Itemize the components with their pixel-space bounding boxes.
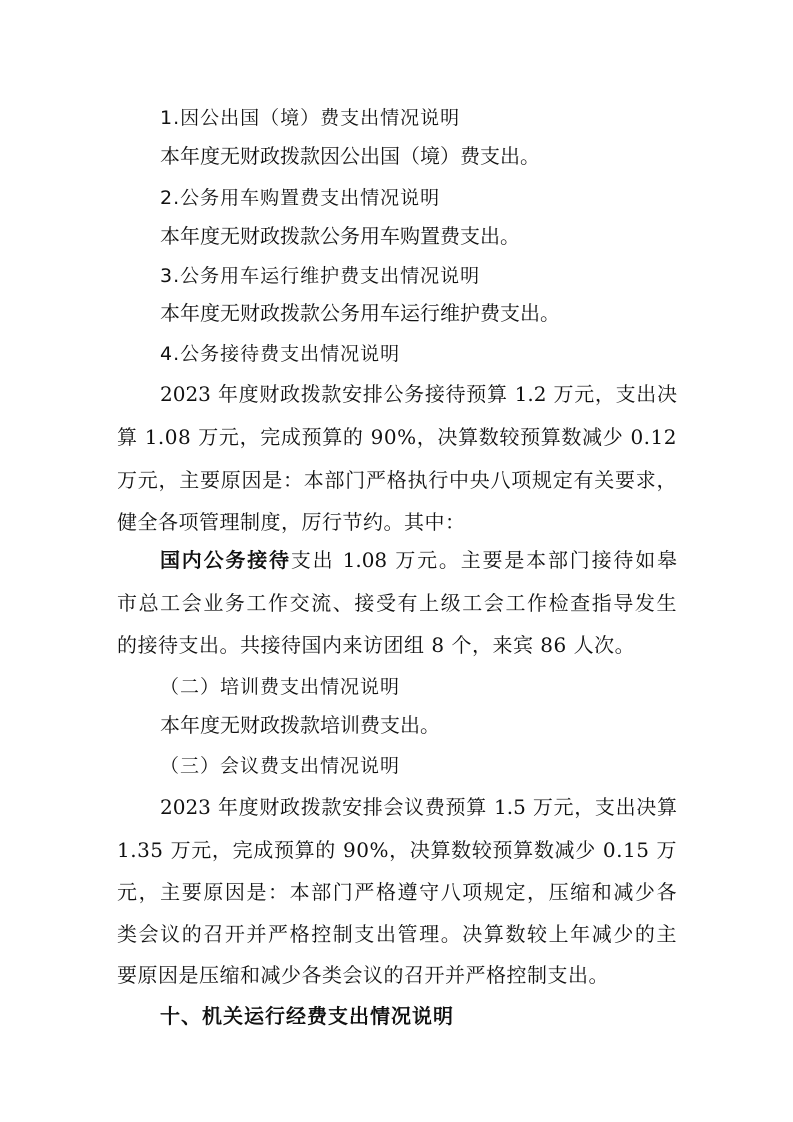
section-3-heading: 3.公务用车运行维护费支出情况说明 [160,265,481,287]
domestic-reception-line-2: 市总工会业务工作交流、接受有上级工会工作检查指导发生 [117,591,677,615]
section-4-line-1: 2023 年度财政拨款安排公务接待预算 1.2 万元，支出决 [160,382,677,406]
section-6-line-4: 类会议的召开并严格控制支出管理。决算数较上年减少的主 [117,922,677,946]
section-1-body: 本年度无财政拨款因公出国（境）费支出。 [160,144,540,168]
section-6-line-3: 元，主要原因是：本部门严格遵守八项规定，压缩和减少各 [117,880,677,904]
section-4-line-4: 健全各项管理制度，厉行节约。其中： [117,510,466,534]
domestic-reception-label: 国内公务接待 [160,548,291,572]
section-6-line-5: 要原因是压缩和减少各类会议的召开并严格控制支出。 [117,963,609,987]
section-4-line-2: 算 1.08 万元，完成预算的 90%，决算数较预算数减少 0.12 [117,425,677,449]
domestic-reception-line-1: 支出 1.08 万元。主要是本部门接待如皋 [290,548,677,572]
section-6-line-1: 2023 年度财政拨款安排会议费预算 1.5 万元，支出决算 [160,795,677,819]
section-10-heading: 十、机关运行经费支出情况说明 [160,1004,454,1028]
section-3-body: 本年度无财政拨款公务用车运行维护费支出。 [160,301,560,325]
section-1-heading: 1.因公出国（境）费支出情况说明 [160,107,461,129]
domestic-reception-line-3: 的接待支出。共接待国内来访团组 8 个，来宾 86 人次。 [117,633,636,657]
section-6-heading: （三）会议费支出情况说明 [160,755,401,777]
section-6-line-2: 1.35 万元，完成预算的 90%，决算数较预算数减少 0.15 万 [117,838,677,862]
section-4-heading: 4.公务接待费支出情况说明 [160,343,401,365]
section-2-body: 本年度无财政拨款公务用车购置费支出。 [160,224,520,248]
section-5-heading: （二）培训费支出情况说明 [160,676,401,698]
section-2-heading: 2.公务用车购置费支出情况说明 [160,187,441,209]
domestic-reception-paragraph [160,548,677,572]
section-5-body: 本年度无财政拨款培训费支出。 [160,713,440,737]
section-4-line-3: 万元，主要原因是：本部门严格执行中央八项规定有关要求， [117,468,677,492]
